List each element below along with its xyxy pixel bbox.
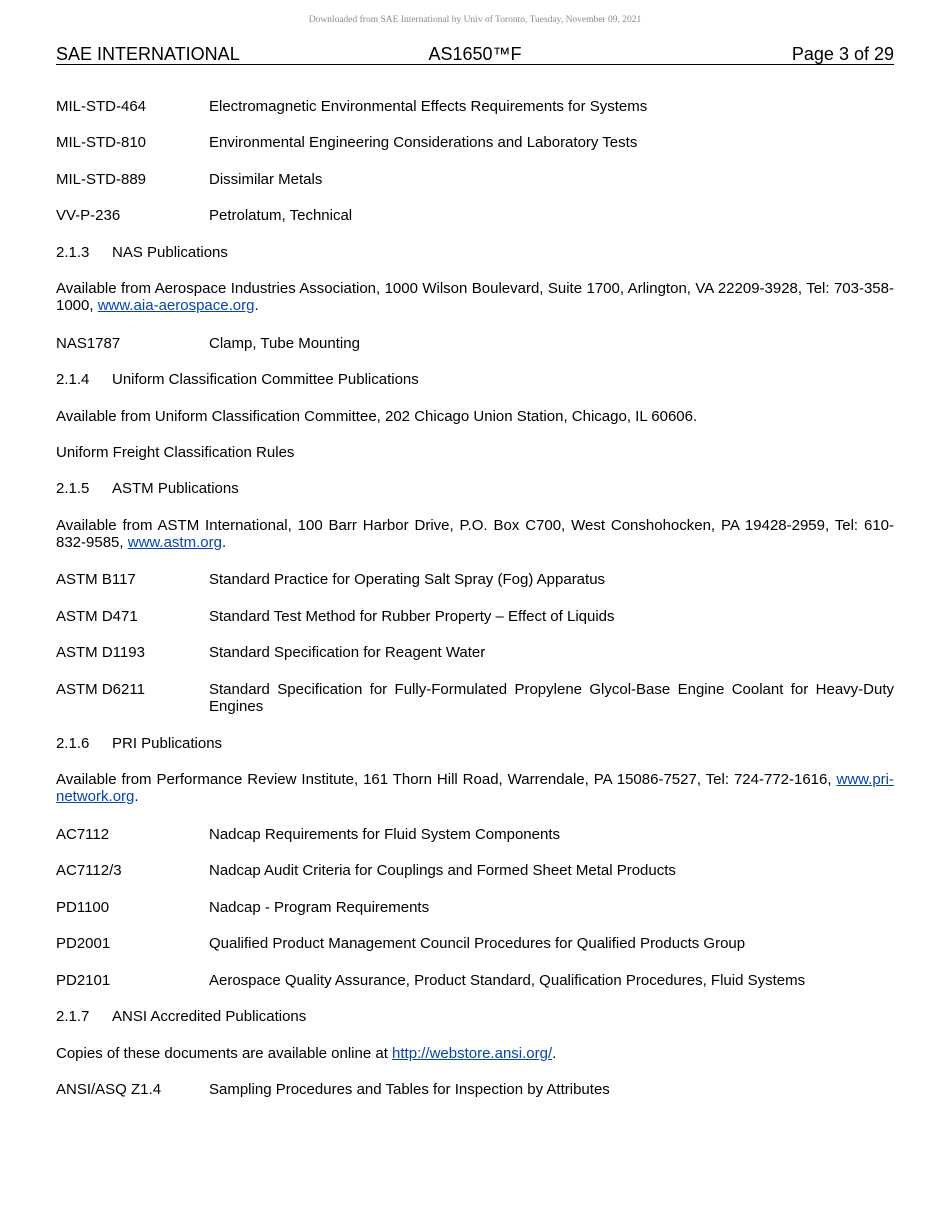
section-heading-ansi [56,1008,306,1025]
reference-code: NAS1787 [56,335,121,352]
availability-text: Available from ASTM International, 100 Barr Harbor Drive, P.O. Box C700, West Conshohocken, PA 19428-2959, Tel: 610-832-9585, [56,517,894,551]
reference-code: AC7112 [56,826,110,843]
header-org: SAE INTERNATIONAL [56,44,240,64]
section-heading-astm [56,480,239,497]
reference-code: ASTM D6211 [56,681,145,698]
availability-text: Copies of these documents are available online at [56,1045,393,1062]
availability-text: Available from Performance Review Institute, 161 Thorn Hill Road, Warrendale, PA 15086-7527, Tel: 724-772-1616, [56,771,837,788]
availability-end: . [552,1045,557,1062]
availability-paragraph: Available from Uniform Classification Committee, 202 Chicago Union Station, Chicago, IL 60606. [56,408,698,425]
reference-code: PD2101 [56,972,111,989]
reference-title: Standard Practice for Operating Salt Spray (Fog) Apparatus [209,571,606,588]
reference-title: Standard Specification for Fully-Formulated Propylene Glycol-Base Engine Coolant for Heavy-Duty Engines [209,681,894,715]
ansi-webstore-link[interactable]: http://webstore.ansi.org/ [392,1045,553,1062]
availability-paragraph [56,771,894,805]
reference-title: Qualified Product Management Council Procedures for Qualified Products Group [209,935,746,952]
reference-title: Nadcap Requirements for Fluid System Components [209,826,560,843]
section-title: PRI Publications [112,735,223,752]
reference-title: Sampling Procedures and Tables for Inspection by Attributes [209,1081,610,1098]
availability-end: . [134,788,139,805]
reference-code: PD2001 [56,935,111,952]
reference-code: ASTM D1193 [56,644,145,661]
aia-website-link[interactable]: www.aia-aerospace.org [97,297,255,314]
section-heading-ucc [56,371,419,388]
reference-title: Nadcap - Program Requirements [209,899,430,916]
availability-end: . [254,297,259,314]
header-doc-id: AS1650™F [428,44,522,64]
section-number: 2.1.6 [56,735,90,752]
reference-title: Dissimilar Metals [209,171,323,188]
reference-title: Clamp, Tube Mounting [209,335,360,352]
reference-code: MIL-STD-889 [56,171,147,188]
header-page-number: Page 3 of 29 [791,44,894,64]
reference-code: AC7112/3 [56,862,122,879]
section-title: Uniform Classification Committee Publications [112,371,419,388]
reference-code: ANSI/ASQ Z1.4 [56,1081,162,1098]
availability-paragraph [56,517,894,551]
section-title: ASTM Publications [112,480,239,497]
availability-paragraph [56,1045,556,1062]
reference-title: Nadcap Audit Criteria for Couplings and Formed Sheet Metal Products [209,862,676,879]
section-heading-pri [56,735,222,752]
reference-title: Aerospace Quality Assurance, Product Standard, Qualification Procedures, Fluid Systems [209,972,806,989]
reference-code: MIL-STD-810 [56,134,147,151]
reference-code: ASTM D471 [56,608,138,625]
page-header [56,44,894,65]
reference-code: PD1100 [56,899,110,916]
section-number: 2.1.5 [56,480,90,497]
availability-paragraph [56,280,894,314]
reference-code: ASTM B117 [56,571,136,588]
section-number: 2.1.4 [56,371,90,388]
astm-website-link[interactable]: www.astm.org [127,534,222,551]
section-title: NAS Publications [112,244,228,261]
reference-title: Uniform Freight Classification Rules [56,444,295,461]
reference-code: MIL-STD-464 [56,98,147,115]
section-number: 2.1.7 [56,1008,90,1025]
reference-title: Standard Specification for Reagent Water [209,644,486,661]
download-watermark: Downloaded from SAE International by Univ of Toronto, Tuesday, November 09, 2021 [308,15,642,25]
section-heading-nas [56,244,228,261]
reference-title: Electromagnetic Environmental Effects Requirements for Systems [209,98,648,115]
availability-text: Available from Aerospace Industries Association, 1000 Wilson Boulevard, Suite 1700, Arlington, VA 22209-3928, Tel: 703-358-1000, [56,280,894,314]
availability-end: . [221,534,227,551]
pri-website-link[interactable]: www.pri-network.org [56,771,894,805]
reference-title: Standard Test Method for Rubber Property – Effect of Liquids [209,608,615,625]
section-number: 2.1.3 [56,244,90,261]
reference-code: VV-P-236 [56,207,121,224]
section-title: ANSI Accredited Publications [112,1008,307,1025]
reference-title: Petrolatum, Technical [209,207,353,224]
reference-title: Environmental Engineering Considerations and Laboratory Tests [209,134,638,151]
